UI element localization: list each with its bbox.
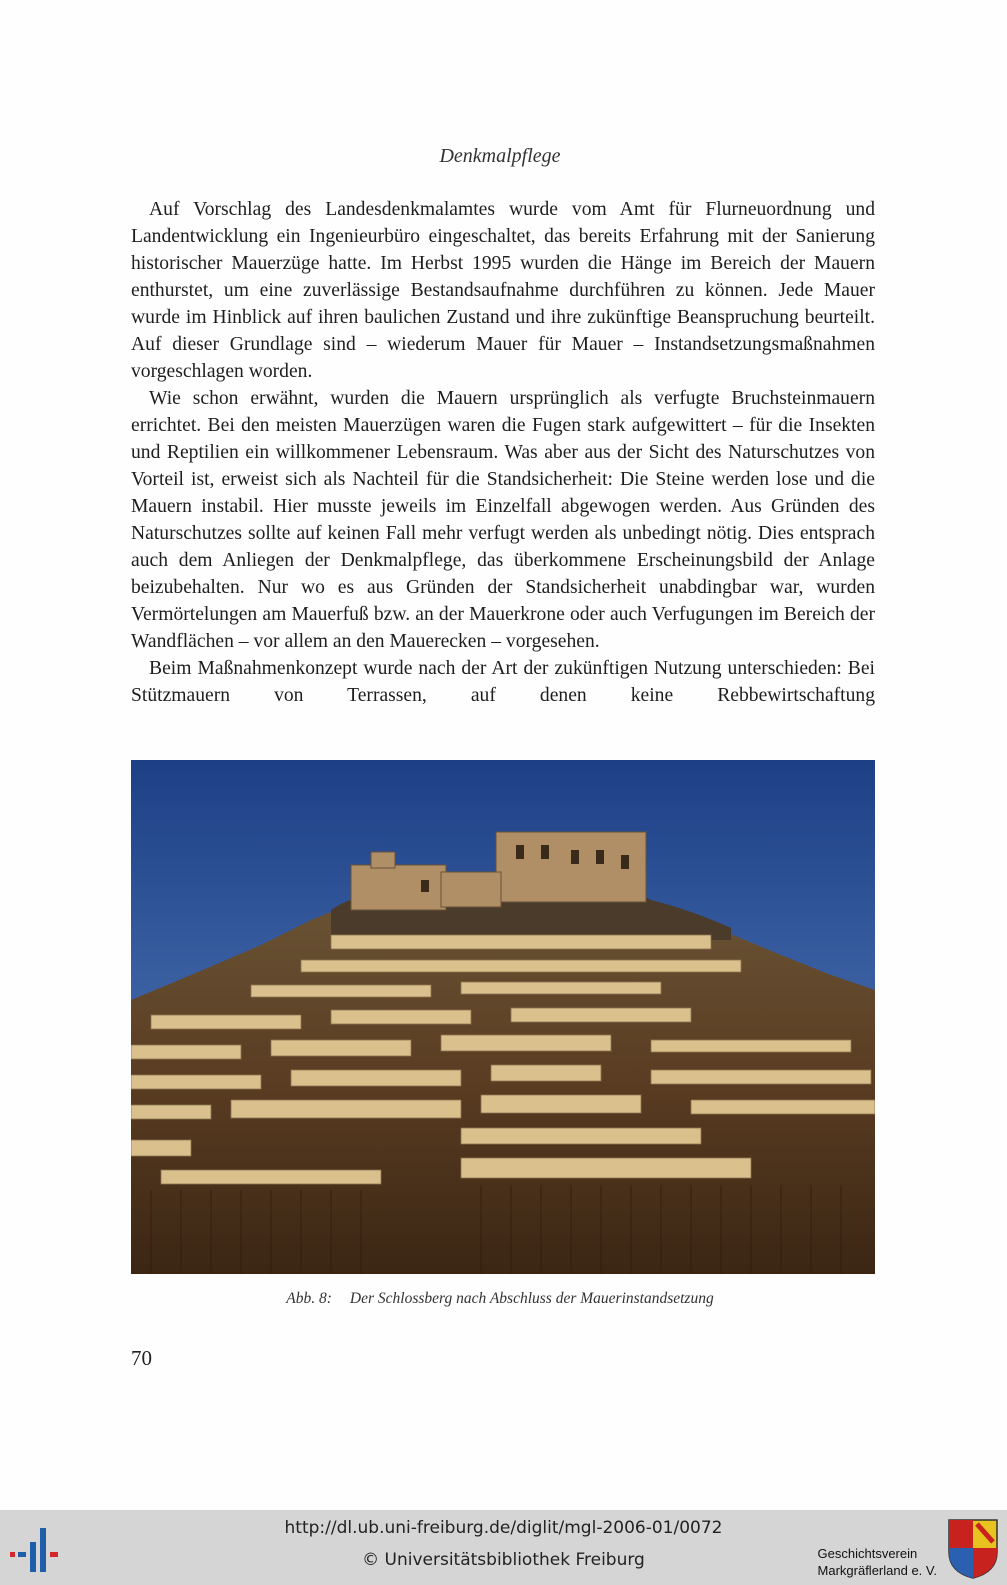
caption-number: Abb. 8:: [286, 1290, 332, 1307]
paragraph-1: Auf Vorschlag des Landesdenkmalamtes wurde vom Amt für Flurneuordnung und Landentwicklung ein Ingenieurbüro eingeschaltet, das bereits Erfahrung mit der Sanierung historischer Mauerzüge hatte. Im Herbst 1995 wurden die Hänge im Bereich der Mauern enthurstet, um eine zuverlässige Bestandsaufnahme durchführen zu können. Jede Mauer wurde im Hinblick auf ihren baulichen Zustand und ihre zukünftige Beanspruchung beurteilt. Auf dieser Grundlage sind – wiederum Mauer für Mauer – Instandsetzungsmaßnahmen vorgeschlagen worden.: [131, 199, 875, 382]
copyright-notice: © Universitätsbibliothek Freiburg: [362, 1550, 645, 1570]
paragraph-3: Beim Maßnahmenkonzept wurde nach der Art der zukünftigen Nutzung unterschieden: Bei Stützmauern von Terrassen, auf denen keine Rebbewirtschaftung: [131, 658, 875, 706]
society-line-2: Markgräflerland e. V.: [817, 1563, 937, 1578]
schlossberg-photo: [131, 760, 875, 1274]
permalink-url[interactable]: http://dl.ub.uni-freiburg.de/diglit/mgl-2006-01/0072: [284, 1518, 723, 1538]
paragraph-2: Wie schon erwähnt, wurden die Mauern ursprünglich als verfugte Bruchsteinmauern errichtet. Bei den meisten Mauerzügen waren die Fugen stark aufgewittert – für die Insekten und Reptilien ein willkommener Lebensraum. Was aber aus der Sicht des Naturschutzes von Vorteil ist, erweist sich als Nachteil für die Standsicherheit: Die Steine werden lose und die Mauern instabil. Hier musste jeweils im Einzelfall abgewogen werden. Aus Gründen des Naturschutzes sollte auf keinen Fall mehr verfugt werden als unbedingt nötig. Dies entsprach auch dem Anliegen der Denkmalpflege, das überkommene Erscheinungsbild der Anlage beizubehalten. Nur wo es aus Gründen der Standsicherheit unabdingbar war, wurden Vermörtelungen am Mauerfuß bzw. an der Mauerkrone oder auch Verfugungen im Bereich der Wandflächen – vor allem an den Mauerecken – vorgesehen.: [131, 388, 875, 652]
running-head: Denkmalpflege: [439, 145, 561, 167]
viewer-footer: [0, 1510, 1007, 1585]
page-number: 70: [131, 1346, 152, 1370]
society-line-1: Geschichtsverein: [817, 1546, 918, 1561]
figure-caption: [0, 1290, 1000, 1308]
society-name: [818, 1545, 937, 1579]
body-text: [131, 196, 875, 709]
caption-text: Der Schlossberg nach Abschluss der Mauerinstandsetzung: [349, 1290, 714, 1307]
schlossberg-illustration: [131, 760, 875, 1274]
coat-of-arms-icon: [947, 1518, 999, 1580]
